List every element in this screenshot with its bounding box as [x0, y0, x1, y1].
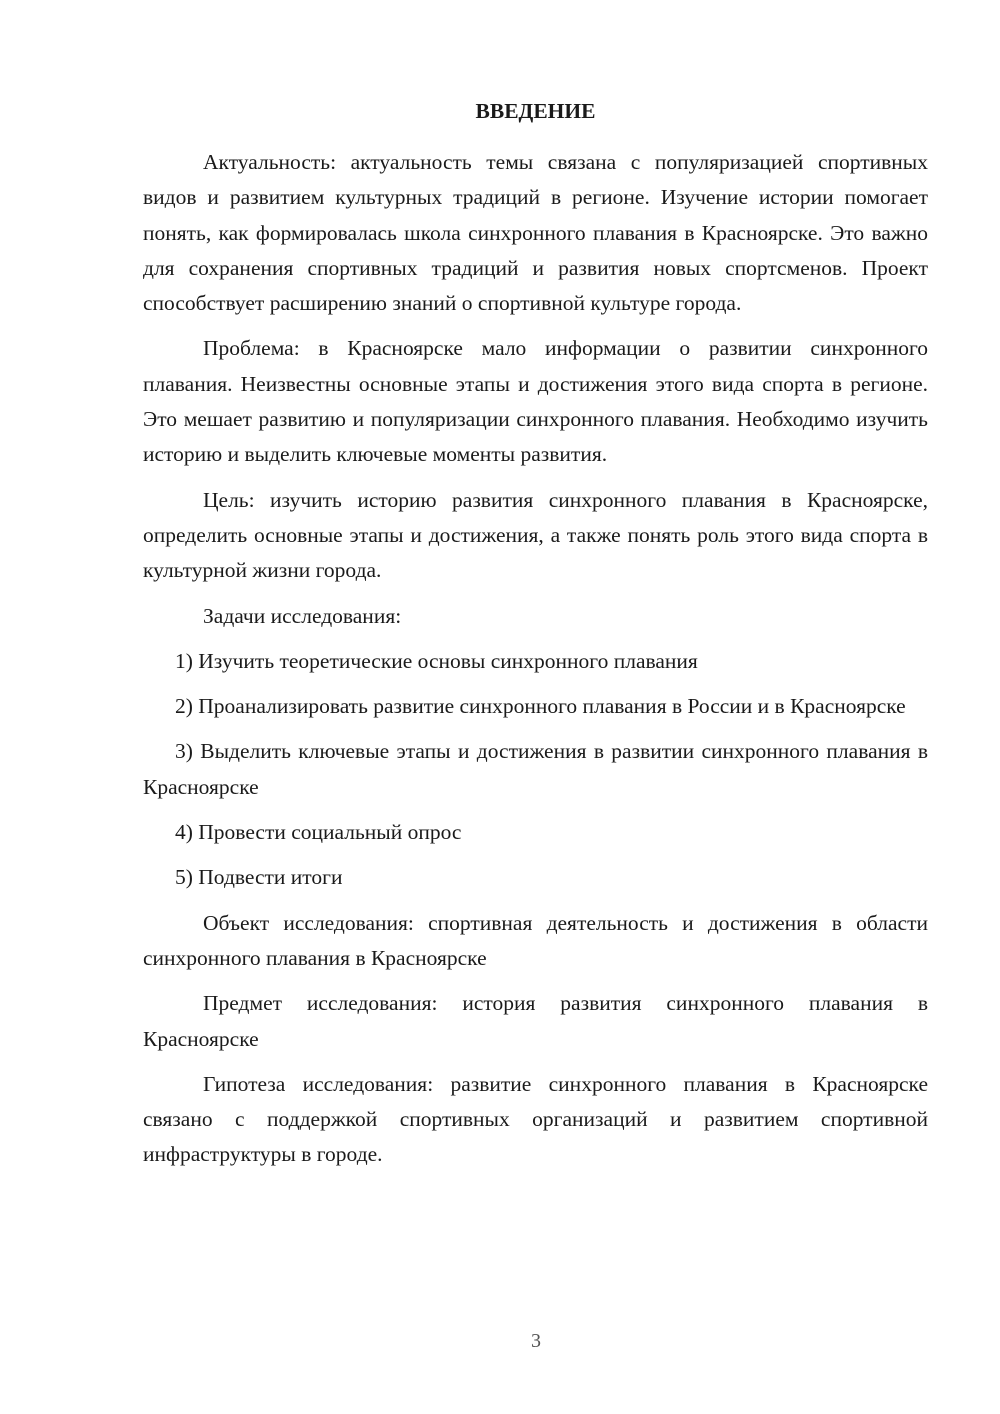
object-paragraph: Объект исследования: спортивная деятельность и достижения в области синхронного плавания в Красноярске — [143, 910, 928, 970]
task-item-4: 4) Провести социальный опрос — [175, 820, 462, 845]
page-title: ВВЕДЕНИЕ — [475, 99, 596, 123]
task-item-1: 1) Изучить теоретические основы синхронного плавания — [175, 648, 698, 673]
document-page — [143, 94, 928, 1183]
goal-paragraph: Цель: изучить историю развития синхронного плавания в Красноярске, определить основные этапы и достижения, а также понять роль этого вида спорта в культурной жизни города. — [143, 487, 928, 583]
subject-paragraph: Предмет исследования: история развития синхронного плавания в Красноярске — [143, 991, 928, 1051]
task-item-5: 5) Подвести итоги — [175, 865, 343, 890]
hypothesis-paragraph: Гипотеза исследования: развитие синхронного плавания в Красноярске связано с поддержкой спортивных организаций и развитием спортивной инфраструктуры в городе. — [143, 1071, 928, 1167]
tasks-heading: Задачи исследования: — [203, 603, 402, 628]
page-number: 3 — [531, 1330, 541, 1352]
relevance-paragraph: Актуальность: актуальность темы связана с популяризацией спортивных видов и развитием культурных традиций в регионе. Изучение истории помогает понять, как формировалась школа синхронного плавания в Красноярске. Это важно для сохранения спортивных традиций и развития новых спортсменов. Проект способствует расширению знаний о спортивной культуре города. — [143, 150, 928, 316]
task-item-2: 2) Проанализировать развитие синхронного плавания в России и в Красноярске — [175, 694, 906, 719]
task-item-3: 3) Выделить ключевые этапы и достижения в развитии синхронного плавания в Красноярске — [143, 739, 928, 799]
problem-paragraph: Проблема: в Красноярске мало информации о развитии синхронного плавания. Неизвестны основные этапы и достижения этого вида спорта в регионе. Это мешает развитию и популяризации синхронного плавания. Необходимо изучить историю и выделить ключевые моменты развития. — [143, 336, 928, 467]
